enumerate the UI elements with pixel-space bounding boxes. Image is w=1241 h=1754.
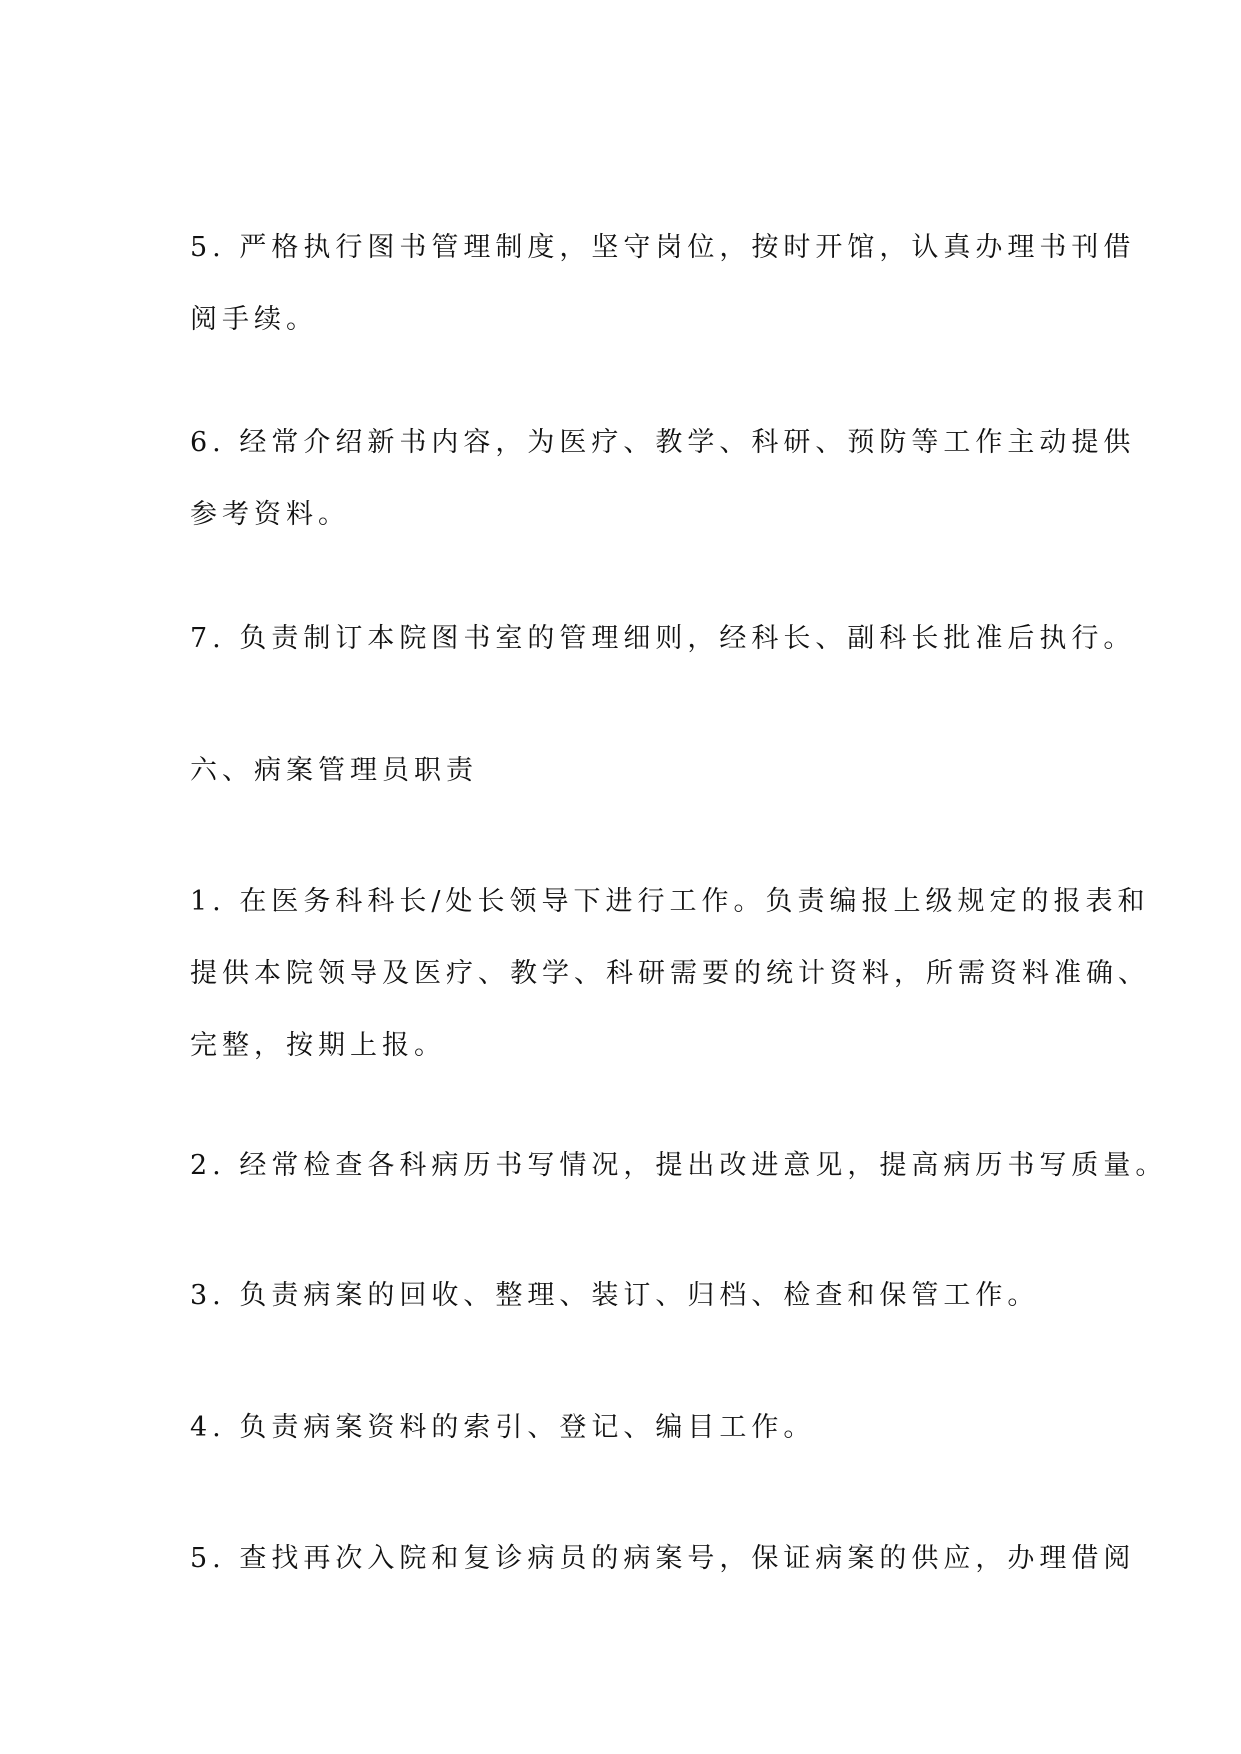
paragraph-records-item-5 [190, 1523, 1136, 1595]
paragraph-records-item-4 [190, 1392, 1070, 1464]
text-line: 提供本院领导及医疗、教学、科研需要的统计资料，所需资料准确、 [190, 958, 1150, 989]
text-line: 阅手续。 [190, 304, 318, 335]
paragraph-records-item-3 [190, 1260, 1070, 1332]
paragraph-records-item-2 [190, 1130, 1168, 1202]
text-line: 2. 经常检查各科病历书写情况，提出改进意见，提高病历书写质量。 [190, 1150, 1168, 1181]
text-line: 5. 严格执行图书管理制度，坚守岗位，按时开馆，认真办理书刊借 [190, 232, 1136, 263]
text-line: 6. 经常介绍新书内容，为医疗、教学、科研、预防等工作主动提供 [190, 427, 1136, 458]
text-line: 1. 在医务科科长/处长领导下进行工作。负责编报上级规定的报表和 [190, 886, 1150, 917]
section-heading-text: 六、病案管理员职责 [190, 755, 478, 786]
text-line: 7. 负责制订本院图书室的管理细则，经科长、副科长批准后执行。 [190, 623, 1136, 654]
paragraph-library-item-5 [190, 212, 1136, 356]
paragraph-library-item-6 [190, 407, 1136, 551]
paragraph-records-item-1 [190, 866, 1150, 1082]
text-line: 4. 负责病案资料的索引、登记、编目工作。 [190, 1412, 816, 1443]
section-heading [190, 735, 1070, 807]
text-line: 3. 负责病案的回收、整理、装订、归档、检查和保管工作。 [190, 1280, 1040, 1311]
text-line: 5. 查找再次入院和复诊病员的病案号，保证病案的供应，办理借阅 [190, 1543, 1136, 1574]
text-line: 参考资料。 [190, 499, 350, 530]
paragraph-library-item-7 [190, 603, 1136, 675]
text-line: 完整，按期上报。 [190, 1030, 446, 1061]
